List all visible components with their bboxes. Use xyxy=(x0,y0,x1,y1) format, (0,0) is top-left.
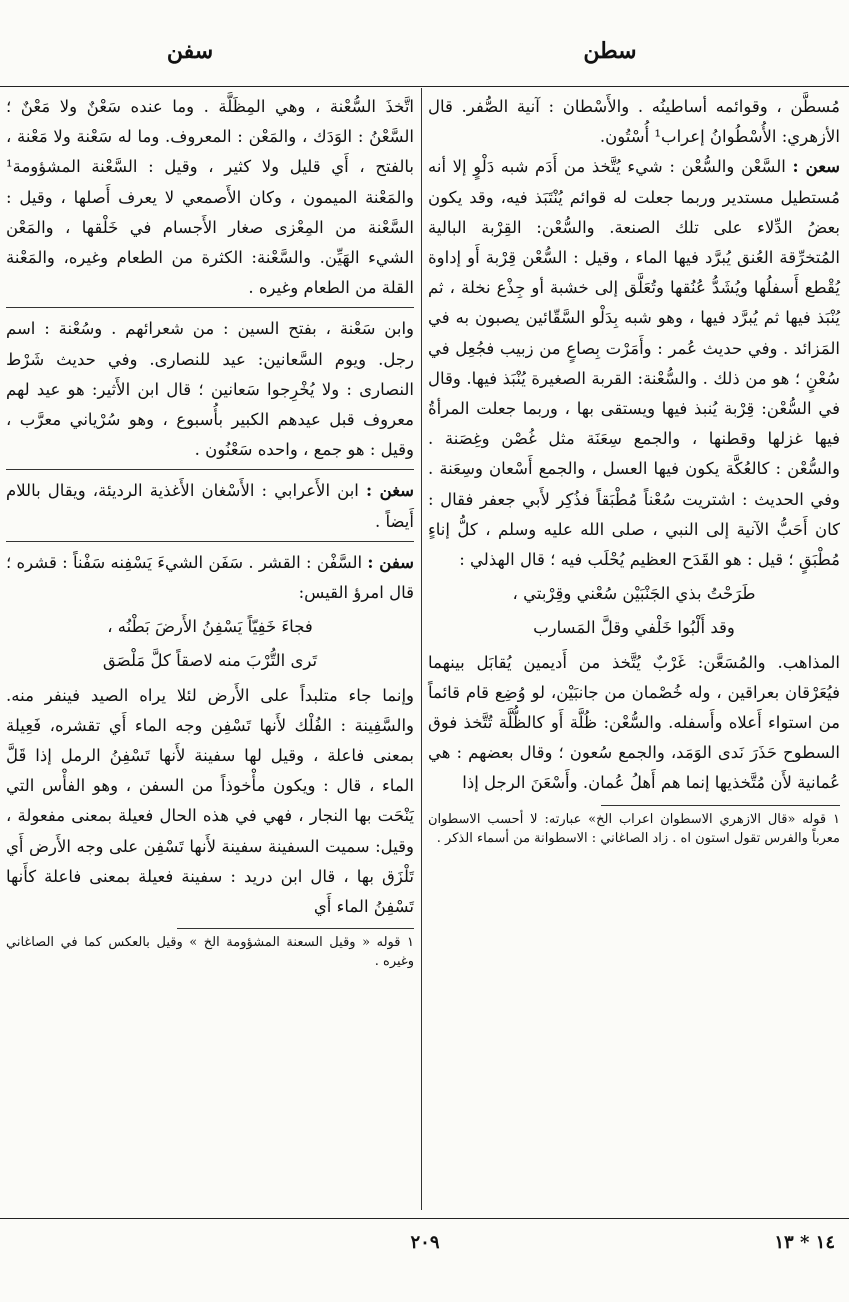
page-header xyxy=(0,38,849,78)
signature-mark: ١٤ * ١٣ xyxy=(774,1232,835,1253)
left-column xyxy=(6,92,414,971)
footnote: ١ قوله « وقيل السعنة المشؤومة الخ » وقيل بالعكس كما في الصاغاني وغيره . xyxy=(6,935,414,970)
entry-paragraph: وابن سَعْنة ، بفتح السين : من شعرائهم . وسُعْنة : اسم رجل. ويوم السَّعانين: عيد للنصارى. وفي حديث شَرْط النصارى : ولا يُخْرِجوا سَعانين ؛ قال ابن الأَثير: هو عيد لهم معروف قبل عيدهم الكبير بأُسبوع ، وهو سُرْياني معرَّب ، وقيل : هو جمع ، واحده سَعْنُون . xyxy=(6,319,414,460)
entry-body-continued: وإنما جاء متلبداً على الأَرض لئلا يراه الصيد فينفر منه. والسَّفِينة : الفُلْك لأَنها تَسْفِن وجه الماء أَي تقشره، فَعِيلة بمعنى فاعلة ، وقيل لها سفينة لأَنها تَسْفِنُ الرمل إذا قَلَّ الماء ، قال : ويكون مأْخوذاً من السفن ، وهو الفأْس التي يَنْحَت بها النجار ، فهي في هذه الحال فعيلة بمعنى مفعولة ، وقيل: سميت السفينة سفينة لأَنها تَسْفِن على وجه الأَرض أَي تَلْزَق بها ، قال ابن دريد : سفينة فعيلة بمعنى فاعلة كأَنها تَسْفِنُ الماء أَي xyxy=(6,685,414,917)
header-rule xyxy=(0,86,849,87)
entry-headword: سعن : xyxy=(792,157,840,177)
footnote: ١ قوله «قال الازهري الاسطوان اعراب الخ» عبارته: لا أحسب الاسطوان معرباً والفرس تقول استون اه . زاد الصاغاني : الاسطوانة من أسماء الذكر . xyxy=(428,811,840,846)
verse-line: تَرى التُّرْبَ منه لاصقاً كلَّ مَلْصَق xyxy=(102,651,318,671)
left-header-word: سفن xyxy=(166,38,214,64)
entry-separator xyxy=(6,541,414,542)
entry-continuation: مُسطَّن ، وقوائمه أساطينُه . والأَسْطان : آنية الصُّفر. قال الأزهري: الأُسْطُوانُ إعراب¹ أُسْتُون. xyxy=(428,97,840,147)
entry-headword: سفن : xyxy=(367,552,414,572)
entry-sin xyxy=(428,152,840,575)
entry-continuation: اتَّخذَ السُّعْنة ، وهي المِظَلَّة . وما عنده سَعْنٌ ولا مَعْنٌ ؛ السَّعْنُ : الوَدَك ، والمَعْن : المعروف. وما له سَعْنة ولا مَعْنة ، بالفتح ، أَي قليل ولا كثير ، وقيل : السَّعْنة المشؤومة¹ والمَعْنة الميمون ، وكان الأَصمعي لا يعرف أَصلها ، وقيل : السَّعْنة من المِعْزى صغار الأَجسام في خَلْقها ، والمَعْن الشيء الهَيِّن. والسَّعْنة: الكثرة من الطعام وغيره، والمَعْنة القلة من الطعام وغيره . xyxy=(6,97,414,298)
verse-line: فجاءَ خَفِيّاً يَسْفِنُ الأَرضَ بَطْنُه ، xyxy=(107,617,313,637)
entry-body-continued: المذاهب. والمُسَعَّن: غَرْبٌ يُتَّخذ من أَديمين يُقابَل بينهما فيُعَرْقان بعراقين ، وله خُصْمان من جانبَيْن، لو وُضِع قام قائماً من استواء أَعلاه وأَسفله. والسُّعْن: ظُلَّة أَو كالظُّلَّة تُتَّخذ فوق السطوح حَذَرَ نَدى الوَمَد، والجمع سُعون ؛ وقال بعضهم : هي عُمانية لأَن مُتَّخذيها إنما هم أَهلُ عُمان. وأَسْعَنَ الرجل إذا xyxy=(428,652,840,793)
footnote-rule xyxy=(177,928,414,929)
entry-sfn xyxy=(6,548,414,608)
column-divider xyxy=(421,88,422,1210)
footnote-rule xyxy=(601,805,840,806)
entry-headword: سغن : xyxy=(365,481,414,501)
right-header-word: سطن xyxy=(583,38,637,64)
entry-body: السَّعْن والسُّعْن : شيء يُتَّخذ من أَدَم شبه دَلْوٍ إلا أنه مُستطيل مستدير وربما جعلت له قوائم يُنْتَبَذ فيه، وقد يكون بعضُ الدِّلاء على تلك الصنعة. والسُّعْن: القِرْبة البالية المُتخرِّقة العُنق يُبرَّد فيها الماء ، وقيل : السُّعْن قِرْبة أَو إداوة يُقْطع أَسفلُها ويُشَدُّ عُنُقها وتُعَلَّق إلى خشبة أو جِذْع نخلة ، ثم يُنْبَذ فيها ثم يُبرَّد فيها ، وهو شبه بِدَلْو السَّقّائين يصبون به في المَزائد . وفي حديث عُمر : وأَمَرْت بِصاعٍ من زبيب فجُعِل في سُعْنٍ ؛ هو من ذلك . والسُّعْنة: القربة الصغيرة يُنْبَذ فيها. وقال في السُّعْن: قِرْبة يُنبذ فيها ويستقى بها ، وربما جعلت المرأةُ فيها غزلها وقطنها ، والجمع سِعَنَة مثل غُصْن وغِصَنة . والسُّعْن : كالعُكَّة يكون فيها العسل ، والجمع أَسْعان وسِعَنة . وفي الحديث : اشتريت سُعْناً مُطْبَقاً فذُكِر لأَبي جعفر فقال : كان أَحَبُّ الآنية إلى النبي ، صلى الله عليه وسلم ، كلُّ إناءٍ مُطْبَقٍ ؛ قيل : هو القَدَح العظيم يُحْلَب فيه ؛ قال الهذلي : xyxy=(428,157,840,570)
footer-rule xyxy=(0,1218,849,1219)
entry-body: ابن الأَعرابي : الأَسْغان الأَغذية الرديئة، ويقال باللام أَيضاً . xyxy=(6,481,414,531)
entry-body: السَّفْن : القشر . سَفَن الشيءَ يَسْفِنه سَفْناً : قشره ؛ قال امرؤ القيس: xyxy=(6,552,414,603)
entry-separator xyxy=(6,469,414,470)
verse-line: وقد أَلْبُوا خَلْفي وقلَّ المَسارب xyxy=(533,618,735,638)
verse-line: طَرَحْتُ بذي الجَنْبَيْن سُعْني وقِرْبتي ، xyxy=(512,584,756,604)
entry-separator xyxy=(6,307,414,308)
page-footer xyxy=(0,1232,849,1262)
entry-sghn xyxy=(6,476,414,536)
right-column xyxy=(428,92,840,848)
page-number: ٢٠٩ xyxy=(410,1232,440,1253)
